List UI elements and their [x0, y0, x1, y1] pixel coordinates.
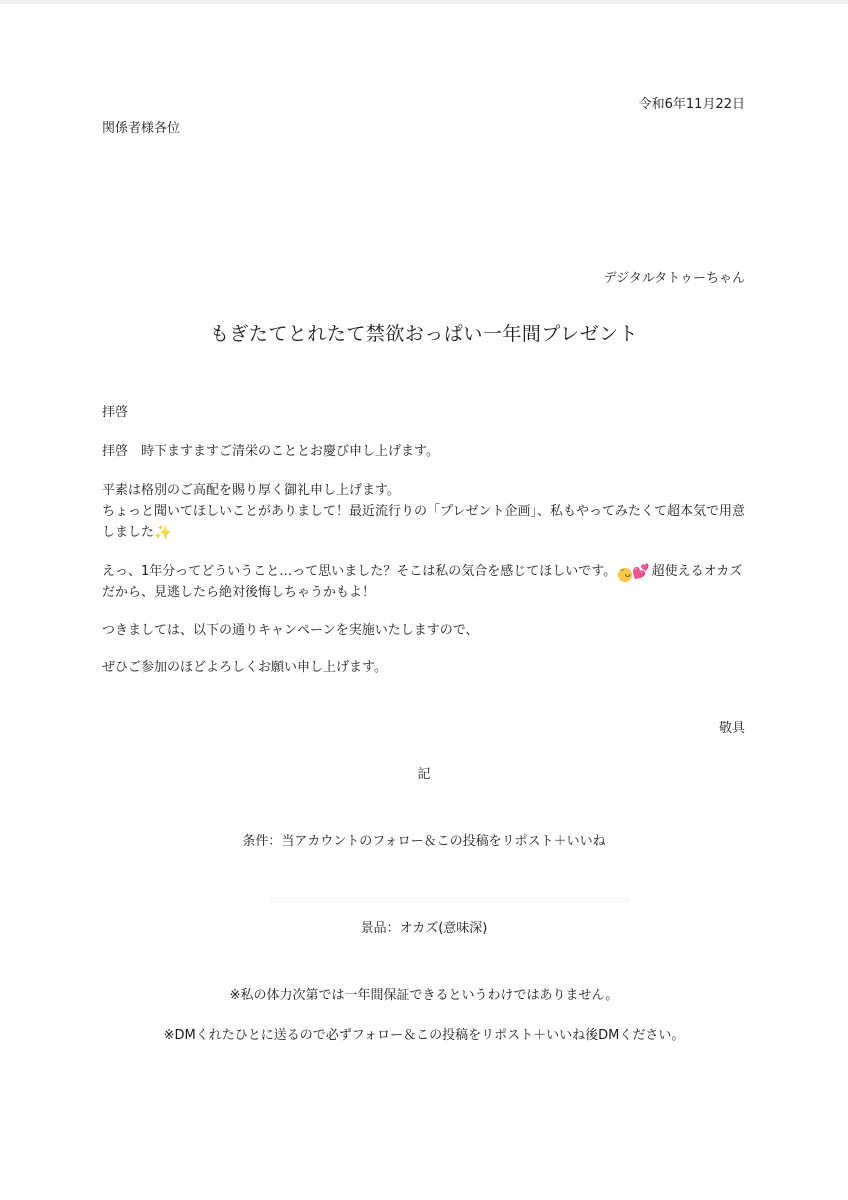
- winking-face-emoji-icon: ˘ᴗ: [619, 569, 631, 580]
- letter-paragraph-2: [102, 480, 748, 543]
- letter-ki-heading: 記: [417, 767, 431, 782]
- letter-salutation: 拝啓: [102, 405, 129, 420]
- sparkles-emoji-icon: ✨: [154, 525, 172, 541]
- letter-paragraph-1: 拝啓 時下ますますご清栄のこととお慶び申し上げます。: [102, 444, 439, 459]
- letter-closing: 敬具: [718, 721, 745, 736]
- note-stamina: ※私の体力次第では一年間保証できるというわけではありません。: [229, 988, 619, 1003]
- letter-sender: デジタルタトゥーちゃん: [603, 271, 745, 286]
- letter-paragraph-4: つきましては、以下の通りキャンペーンを実施いたしますので、: [102, 623, 479, 638]
- letter-date: 令和6年11月22日: [638, 97, 745, 112]
- letter-paragraph-3-part-1: えっ、1年分ってどういうこと…って思いました？そこは私の気合を感じてほしいです。: [102, 564, 617, 579]
- faint-divider: [270, 897, 630, 903]
- letter-recipient: 関係者様各位: [102, 121, 181, 136]
- letter-paragraph-3-part-2: 超使えるオカズだから、見逃したら絶対後悔しちゃうかもよ！: [102, 564, 743, 600]
- letter-paragraph-2-line-1: 平素は格別のご高配を賜り厚く御礼申し上げます。: [102, 483, 400, 498]
- letter-paragraph-5: ぜひご参加のほどよろしくお願い申し上げます。: [102, 660, 387, 675]
- note-dm-instructions: ※DMくれたひとに送るので必ずフォロー＆この投稿をリポスト＋いいね後DMください。: [163, 1028, 685, 1043]
- letter-title: もぎたてとれたて禁欲おっぱい一年間プレゼント: [209, 323, 639, 345]
- campaign-prize: 景品：オカズ(意味深): [360, 921, 488, 936]
- letter-paragraph-2-line-2: ちょっと聞いてほしいことがありまして！最近流行りの「プレゼント企画」、私もやってみたくて超本気で用意しました: [102, 504, 745, 540]
- letter-paragraph-3: [102, 561, 748, 603]
- campaign-condition: 条件：当アカウントのフォロー＆この投稿をリポスト＋いいね: [242, 834, 606, 849]
- page-top-edge: [0, 0, 848, 4]
- two-hearts-emoji-icon: 💕: [632, 564, 650, 580]
